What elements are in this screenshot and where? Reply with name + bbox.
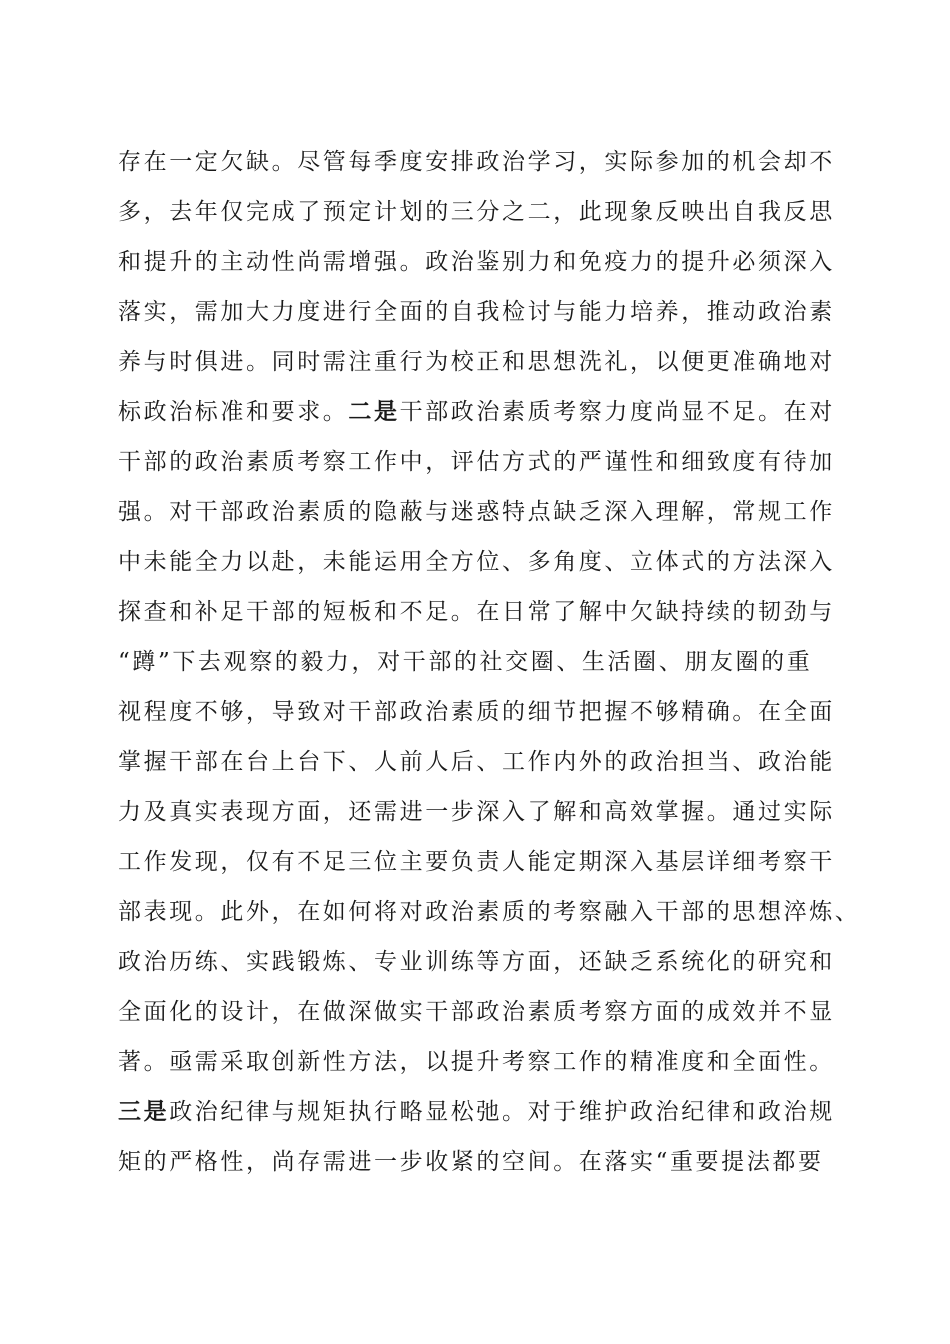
text-line: 中未能全力以赴，未能运用全方位、多角度、立体式的方法深入	[118, 549, 835, 575]
text-line: 矩的严格性，尚存需进一步收紧的空间。在落实“重要提法都要	[118, 1149, 824, 1175]
text-line: 多，去年仅完成了预定计划的三分之二，此现象反映出自我反思	[118, 199, 835, 225]
text-line: 强。对干部政治素质的隐蔽与迷惑特点缺乏深入理解，常规工作	[118, 499, 835, 525]
text-line: 存在一定欠缺。尽管每季度安排政治学习，实际参加的机会却不	[118, 149, 835, 175]
text-line	[118, 392, 838, 432]
text-line: 落实，需加大力度进行全面的自我检讨与能力培养，推动政治素	[118, 299, 835, 325]
text-run: 政治纪律与规矩执行略显松弛。对于维护政治纪律和政治规	[169, 1099, 835, 1125]
text-line: 全面化的设计，在做深做实干部政治素质考察方面的成效并不显	[118, 999, 835, 1025]
text-line: 力及真实表现方面，还需进一步深入了解和高效掌握。通过实际	[118, 799, 835, 825]
text-line: “蹲”下去观察的毅力，对干部的社交圈、生活圈、朋友圈的重	[118, 649, 813, 675]
bold-marker: 三是	[118, 1098, 170, 1125]
text-run: 干部政治素质考察力度尚显不足。在对	[399, 399, 835, 425]
text-line: 政治历练、实践锻炼、专业训练等方面，还缺乏系统化的研究和	[118, 949, 835, 975]
text-line: 部表现。此外，在如何将对政治素质的考察融入干部的思想淬炼、	[118, 899, 861, 925]
text-line: 视程度不够，导致对干部政治素质的细节把握不够精确。在全面	[118, 699, 835, 725]
text-line: 掌握干部在台上台下、人前人后、工作内外的政治担当、政治能	[118, 749, 835, 775]
text-line: 工作发现，仅有不足三位主要负责人能定期深入基层详细考察干	[118, 849, 835, 875]
text-line: 著。亟需采取创新性方法，以提升考察工作的精准度和全面性。	[118, 1049, 835, 1075]
text-line: 和提升的主动性尚需增强。政治鉴别力和免疫力的提升必须深入	[118, 249, 835, 275]
text-line: 养与时俱进。同时需注重行为校正和思想洗礼，以便更准确地对	[118, 349, 835, 375]
text-line	[118, 1092, 838, 1132]
text-line: 干部的政治素质考察工作中，评估方式的严谨性和细致度有待加	[118, 449, 835, 475]
bold-marker: 二是	[348, 398, 400, 425]
text-run: 标政治标准和要求。	[118, 399, 349, 425]
text-line: 探查和补足干部的短板和不足。在日常了解中欠缺持续的韧劲与	[118, 599, 835, 625]
